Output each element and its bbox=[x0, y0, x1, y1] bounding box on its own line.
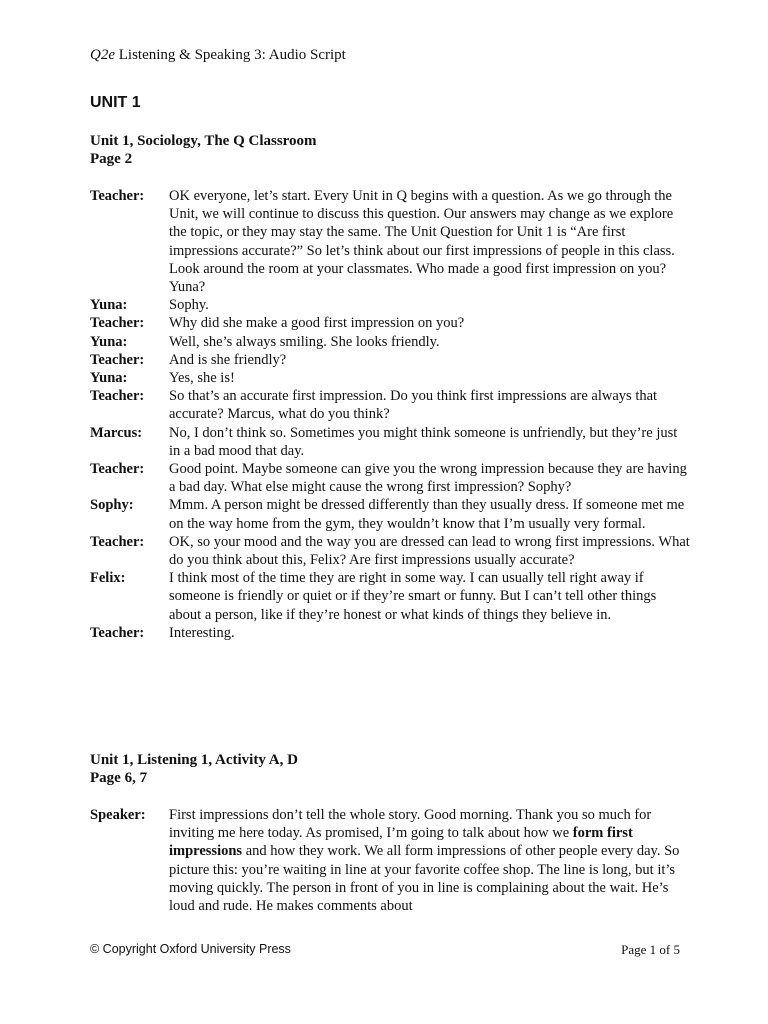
unit-title: UNIT 1 bbox=[90, 94, 141, 111]
speech-text: No, I don’t think so. Sometimes you might think someone is unfriendly, but they’re just in a bad mood that day. bbox=[169, 424, 678, 459]
speaker-label: Yuna: bbox=[90, 333, 128, 350]
speech-text: Well, she’s always smiling. She looks friendly. bbox=[169, 333, 440, 350]
speech-text bbox=[169, 806, 690, 915]
speech-text: So that’s an accurate first impression. Do you think first impressions are always that accurate? Marcus, what do you think? bbox=[169, 388, 658, 423]
header-prefix: Q2e bbox=[90, 47, 115, 63]
speaker-label: Teacher: bbox=[90, 351, 145, 368]
speech-text: And is she friendly? bbox=[169, 351, 287, 368]
speech-text: I think most of the time they are right in some way. I can usually tell right away if someone is friendly or quiet or if they’re smart or funny. But I can’t tell other things about a person, like if they’re honest or what kinds of things they believe in. bbox=[169, 570, 657, 623]
speaker-label: Teacher: bbox=[90, 461, 145, 478]
transcript-turn bbox=[90, 387, 690, 423]
key-phrase: form first impressions bbox=[169, 825, 633, 860]
header-title: Listening & Speaking 3: Audio Script bbox=[115, 47, 346, 63]
section-1-page: Page 2 bbox=[90, 151, 133, 167]
speaker-label: Teacher: bbox=[90, 388, 145, 405]
transcript-turn bbox=[90, 496, 690, 532]
speech-text: Sophy. bbox=[169, 297, 209, 314]
speaker-label: Teacher: bbox=[90, 315, 145, 332]
section-1-transcript bbox=[90, 187, 690, 642]
section-2-transcript bbox=[90, 806, 690, 915]
speaker-label: Speaker: bbox=[90, 807, 146, 823]
section-2-heading bbox=[90, 751, 298, 787]
speech-text: Yes, she is! bbox=[169, 370, 235, 387]
transcript-turn bbox=[90, 569, 690, 624]
transcript-turn bbox=[90, 187, 690, 296]
speech-text: OK everyone, let’s start. Every Unit in Q begins with a question. As we go through the Unit, we will continue to discuss this question. Our answers may change as we explore the topic, or they may stay the same. The Unit Question for Unit 1 is “Are first impressions accurate?” So let’s think about our first impressions of people in this class. Look around the room at your classmates. Who made a good first impression on you? Yuna? bbox=[169, 188, 675, 296]
speaker-label: Yuna: bbox=[90, 297, 128, 314]
speaker-label: Sophy: bbox=[90, 497, 134, 514]
speech-text: Interesting. bbox=[169, 624, 235, 641]
transcript-turn bbox=[90, 314, 690, 332]
speaker-label: Teacher: bbox=[90, 624, 145, 641]
transcript-turn bbox=[90, 351, 690, 369]
transcript-turn bbox=[90, 424, 690, 460]
section-1-heading bbox=[90, 132, 317, 168]
speaker-label: Felix: bbox=[90, 570, 126, 587]
speech-text: OK, so your mood and the way you are dressed can lead to wrong first impressions. What do you think about this, Felix? Are first impressions usually accurate? bbox=[169, 533, 690, 569]
speech-text: Good point. Maybe someone can give you the wrong impression because they are having a bad day. What else might cause the wrong first impression? Sophy? bbox=[169, 461, 687, 496]
page-number: Page 1 of 5 bbox=[621, 942, 680, 957]
transcript-turn bbox=[90, 333, 690, 351]
speech-text: Why did she make a good first impression on you? bbox=[169, 315, 465, 332]
speaker-label: Marcus: bbox=[90, 424, 143, 441]
section-2-title: Unit 1, Listening 1, Activity A, D bbox=[90, 752, 298, 768]
transcript-turn bbox=[90, 806, 690, 915]
speaker-label: Teacher: bbox=[90, 533, 145, 550]
speaker-label: Teacher: bbox=[90, 188, 145, 204]
speaker-label: Yuna: bbox=[90, 370, 128, 387]
speech-text-part: First impressions don’t tell the whole story. Good morning. Thank you so much for inviting me here today. As promised, I’m going to talk about how we bbox=[169, 807, 652, 842]
page-header bbox=[90, 47, 346, 64]
transcript-turn bbox=[90, 460, 690, 496]
page-footer bbox=[90, 942, 680, 958]
copyright-notice: © Copyright Oxford University Press bbox=[90, 942, 291, 956]
transcript-turn bbox=[90, 533, 690, 569]
section-1-title: Unit 1, Sociology, The Q Classroom bbox=[90, 133, 317, 149]
section-2-page: Page 6, 7 bbox=[90, 770, 148, 786]
transcript-turn bbox=[90, 369, 690, 387]
speech-text-part: and how they work. We all form impressions of other people every day. So picture this: you’re waiting in line at your favorite coffee shop. The line is long, but it’s moving quickly. The person in front of you in line is complaining about the wait. He’s loud and rude. He makes comments about bbox=[169, 843, 680, 915]
speech-text: Mmm. A person might be dressed differently than they usually dress. If someone met me on the way home from the gym, they wouldn’t know that I’m usually very formal. bbox=[169, 497, 685, 532]
transcript-turn bbox=[90, 624, 690, 642]
transcript-turn bbox=[90, 296, 690, 314]
